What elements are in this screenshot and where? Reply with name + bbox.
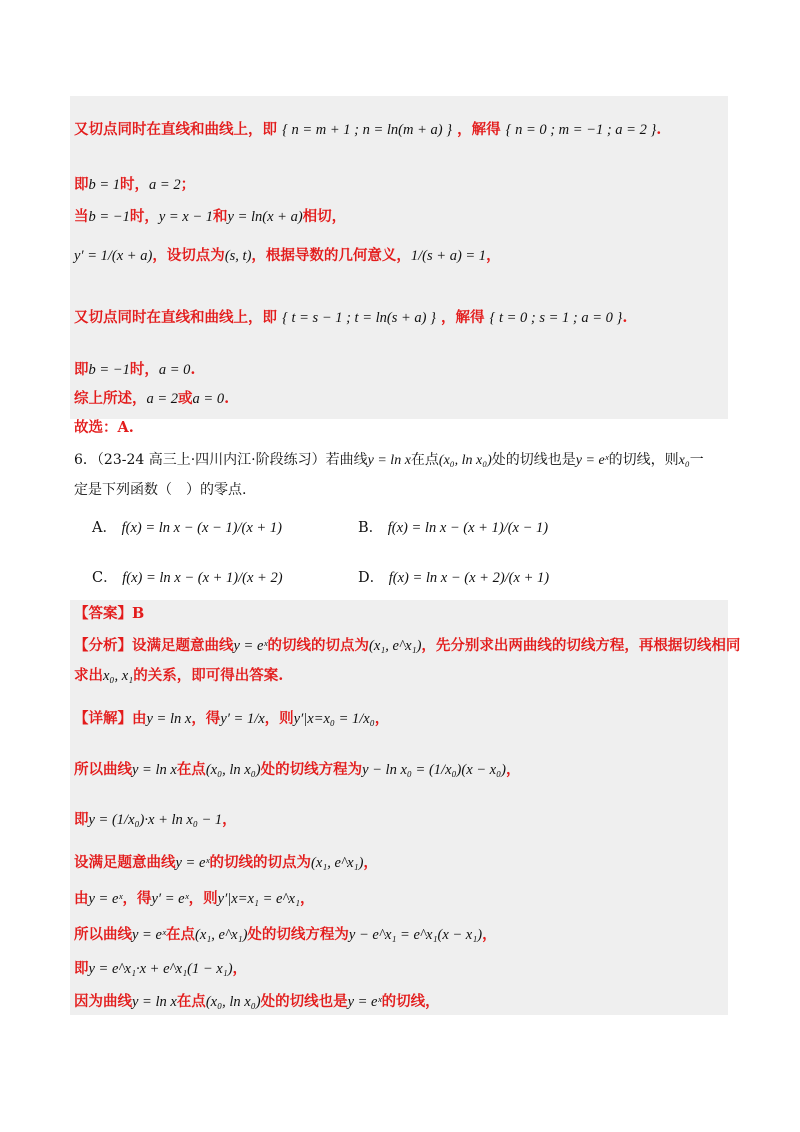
prev-line-4: y′ = 1/(x + a)，设切点为(s, t)，根据导数的几何意义，1/(s + a) = 1，	[74, 247, 501, 264]
prev-line-1: 又切点同时在直线和曲线上，即 { n = m + 1 ; n = ln(m + a) } ，解得 { n = 0 ; m = −1 ; a = 2 }.	[74, 121, 662, 138]
detail-line-2: 所以曲线y = ln x在点(x₀, ln x₀)处的切线方程为y − ln x₀ = (1/x₀)(x − x₀)，	[74, 761, 521, 778]
system-result-2: { t = 0 ; s = 1 ; a = 0 }	[489, 310, 623, 326]
option-b: B． f(x) = ln x − (x + 1)/(x − 1)	[358, 520, 549, 536]
detail-line-1: 【详解】由y = ln x，得y′ = 1/x，则y′|x=x₀ = 1/x₀，	[74, 710, 390, 727]
detail-tag: 【详解】	[74, 710, 132, 727]
option-a: A． f(x) = ln x − (x − 1)/(x + 1)	[92, 520, 282, 536]
analysis-line-1: 【分析】设满足题意曲线y = eˣ的切线的切点为(x₁, e^x₁)，先分别求出两曲线的切线方程，再根据切线相同	[74, 637, 741, 654]
solution-band-bottom	[70, 600, 741, 1015]
detail-line-5: 由y = eˣ，得y′ = eˣ，则y′|x=x₁ = e^x₁，	[74, 890, 315, 907]
prev-line-6: 即b = −1时，a = 0.	[74, 361, 196, 378]
prev-line-2: 即b = 1时，a = 2；	[74, 176, 196, 193]
analysis-line-2: 求出x₀, x₁的关系，即可得出答案.	[74, 667, 284, 684]
option-c: C． f(x) = ln x − (x + 1)/(x + 2)	[92, 570, 283, 586]
question-line-2: 定是下列函数（ ）的零点.	[74, 482, 247, 498]
detail-line-7: 即y = e^x₁·x + e^x₁(1 − x₁)，	[74, 960, 248, 977]
system-equations-1: { n = m + 1 ; n = ln(m + a) }	[282, 122, 453, 138]
question-source: （23-24 高三上·四川内江·阶段练习）若曲线	[96, 452, 368, 468]
answer-line: 【答案】B	[74, 605, 145, 622]
system-equations-2: { t = s − 1 ; t = ln(s + a) }	[282, 310, 436, 326]
prev-line-5: 又切点同时在直线和曲线上，即 { t = s − 1 ; t = ln(s + a) } ，解得 { t = 0 ; s = 1 ; a = 0 }.	[74, 309, 628, 326]
question-number: 6．	[74, 452, 97, 468]
prev-line-8: 故选：A.	[74, 419, 134, 436]
option-d: D． f(x) = ln x − (x + 2)/(x + 1)	[358, 570, 550, 586]
prev-line-3: 当b = −1时，y = x − 1和y = ln(x + a)相切，	[74, 208, 347, 225]
prev-line-7: 综上所述，a = 2或a = 0.	[74, 390, 230, 407]
detail-line-4: 设满足题意曲线y = eˣ的切线的切点为(x₁, e^x₁)，	[74, 854, 378, 871]
analysis-tag: 【分析】	[74, 637, 132, 654]
question-line-1: 6．（23-24 高三上·四川内江·阶段练习）若曲线y = ln x在点(x₀, ln x₀)处的切线也是y = eˣ的切线，则x₀一	[74, 452, 704, 468]
system-result-1: { n = 0 ; m = −1 ; a = 2 }	[505, 122, 657, 138]
detail-line-3: 即y = (1/x₀)·x + ln x₀ − 1，	[74, 811, 237, 828]
detail-line-8: 因为曲线y = ln x在点(x₀, ln x₀)处的切线也是y = eˣ的切线，	[74, 993, 440, 1010]
detail-line-6: 所以曲线y = eˣ在点(x₁, e^x₁)处的切线方程为y − e^x₁ = e^x₁(x − x₁)，	[74, 926, 497, 943]
